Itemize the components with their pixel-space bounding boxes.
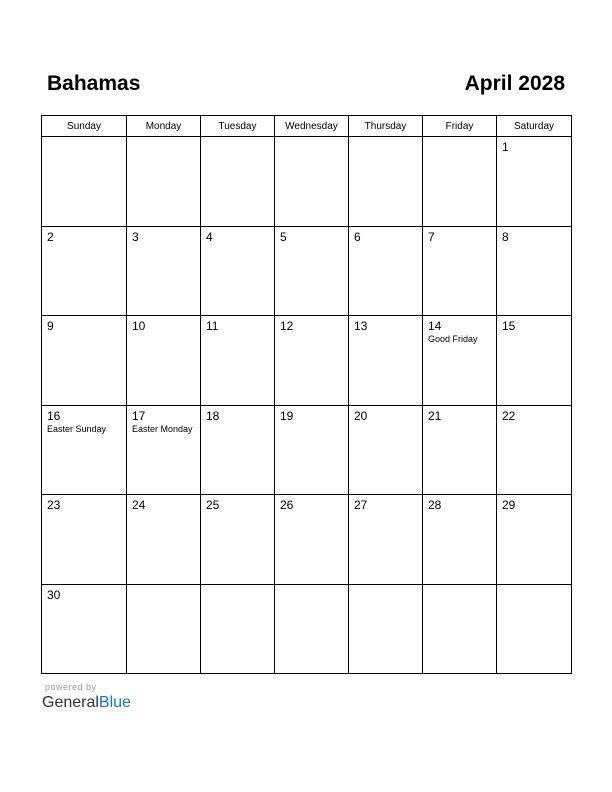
day-number: 29 bbox=[502, 498, 516, 512]
empty-day-cell bbox=[127, 584, 201, 674]
empty-day-cell bbox=[349, 584, 423, 674]
weekday-header-monday: Monday bbox=[127, 116, 201, 137]
day-number: 4 bbox=[206, 229, 213, 244]
holiday-label: Easter Monday bbox=[132, 423, 193, 434]
week-row bbox=[42, 495, 572, 585]
day-cell[interactable] bbox=[423, 316, 497, 406]
week-row bbox=[42, 226, 572, 316]
day-cell[interactable] bbox=[349, 405, 423, 495]
day-number: 5 bbox=[280, 229, 287, 244]
day-cell[interactable] bbox=[349, 316, 423, 406]
day-number: 30 bbox=[47, 587, 61, 602]
day-cell[interactable] bbox=[275, 316, 349, 406]
day-cell[interactable] bbox=[42, 405, 127, 495]
day-cell[interactable] bbox=[127, 226, 201, 316]
week-row bbox=[42, 316, 572, 406]
calendar-grid bbox=[41, 115, 572, 674]
day-cell[interactable] bbox=[42, 226, 127, 316]
day-cell[interactable] bbox=[42, 316, 127, 406]
week-row bbox=[42, 137, 572, 227]
day-number: 22 bbox=[502, 408, 516, 423]
weekday-header-wednesday: Wednesday bbox=[275, 116, 349, 137]
day-number: 14 bbox=[428, 319, 442, 333]
day-number: 19 bbox=[280, 408, 294, 423]
empty-day-cell bbox=[201, 584, 275, 674]
day-number: 13 bbox=[354, 319, 368, 333]
day-cell[interactable] bbox=[497, 316, 572, 406]
day-cell[interactable] bbox=[275, 226, 349, 316]
day-cell[interactable] bbox=[423, 495, 497, 585]
day-cell[interactable] bbox=[349, 226, 423, 316]
week-row bbox=[42, 584, 572, 674]
day-cell[interactable] bbox=[127, 316, 201, 406]
day-cell[interactable] bbox=[275, 495, 349, 585]
day-cell[interactable] bbox=[42, 584, 127, 674]
empty-day-cell bbox=[201, 137, 275, 227]
day-number: 10 bbox=[132, 319, 146, 333]
day-number: 25 bbox=[206, 498, 220, 512]
empty-day-cell bbox=[423, 584, 497, 674]
day-number: 24 bbox=[132, 498, 146, 512]
weekday-header-sunday: Sunday bbox=[42, 116, 127, 137]
day-cell[interactable] bbox=[275, 405, 349, 495]
empty-day-cell bbox=[349, 137, 423, 227]
day-number: 8 bbox=[502, 229, 509, 244]
weekday-header-saturday: Saturday bbox=[497, 116, 572, 137]
day-number: 28 bbox=[428, 498, 442, 512]
country-title: Bahamas bbox=[47, 72, 141, 95]
day-number: 26 bbox=[280, 498, 294, 512]
day-cell[interactable] bbox=[497, 226, 572, 316]
empty-day-cell bbox=[275, 137, 349, 227]
empty-day-cell bbox=[127, 137, 201, 227]
day-number: 27 bbox=[354, 498, 368, 512]
empty-day-cell bbox=[497, 584, 572, 674]
day-number: 9 bbox=[47, 319, 54, 333]
day-cell[interactable] bbox=[497, 137, 572, 227]
day-number: 2 bbox=[47, 229, 54, 244]
day-number: 15 bbox=[502, 319, 516, 333]
day-number: 18 bbox=[206, 408, 220, 423]
powered-by-text: powered by bbox=[45, 682, 97, 692]
weekday-header-thursday: Thursday bbox=[349, 116, 423, 137]
weekday-header-tuesday: Tuesday bbox=[201, 116, 275, 137]
brand-logo[interactable] bbox=[42, 694, 131, 712]
empty-day-cell bbox=[275, 584, 349, 674]
day-cell[interactable] bbox=[349, 495, 423, 585]
day-cell[interactable] bbox=[201, 226, 275, 316]
holiday-label: Good Friday bbox=[428, 334, 478, 344]
day-number: 11 bbox=[206, 319, 219, 333]
day-number: 16 bbox=[47, 408, 61, 423]
month-year-title: April 2028 bbox=[464, 72, 565, 95]
day-number: 7 bbox=[428, 229, 435, 244]
day-number: 6 bbox=[354, 229, 361, 244]
day-number: 20 bbox=[354, 408, 368, 423]
day-number: 23 bbox=[47, 498, 61, 512]
day-number: 12 bbox=[280, 319, 294, 333]
day-number: 3 bbox=[132, 229, 139, 244]
day-cell[interactable] bbox=[127, 495, 201, 585]
day-cell[interactable] bbox=[497, 495, 572, 585]
week-row bbox=[42, 405, 572, 495]
empty-day-cell bbox=[423, 137, 497, 227]
weekday-header-friday: Friday bbox=[423, 116, 497, 137]
day-number: 1 bbox=[502, 140, 509, 154]
weekday-header-row bbox=[42, 116, 572, 137]
day-cell[interactable] bbox=[201, 316, 275, 406]
brand-logo-part2: Blue bbox=[98, 694, 131, 711]
holiday-label: Easter Sunday bbox=[47, 423, 107, 434]
day-cell[interactable] bbox=[201, 405, 275, 495]
day-number: 21 bbox=[428, 408, 442, 423]
day-cell[interactable] bbox=[127, 405, 201, 495]
day-number: 17 bbox=[132, 408, 146, 423]
brand-logo-part1: General bbox=[42, 694, 99, 711]
empty-day-cell bbox=[42, 137, 127, 227]
day-cell[interactable] bbox=[42, 495, 127, 585]
day-cell[interactable] bbox=[497, 405, 572, 495]
day-cell[interactable] bbox=[201, 495, 275, 585]
day-cell[interactable] bbox=[423, 226, 497, 316]
day-cell[interactable] bbox=[423, 405, 497, 495]
